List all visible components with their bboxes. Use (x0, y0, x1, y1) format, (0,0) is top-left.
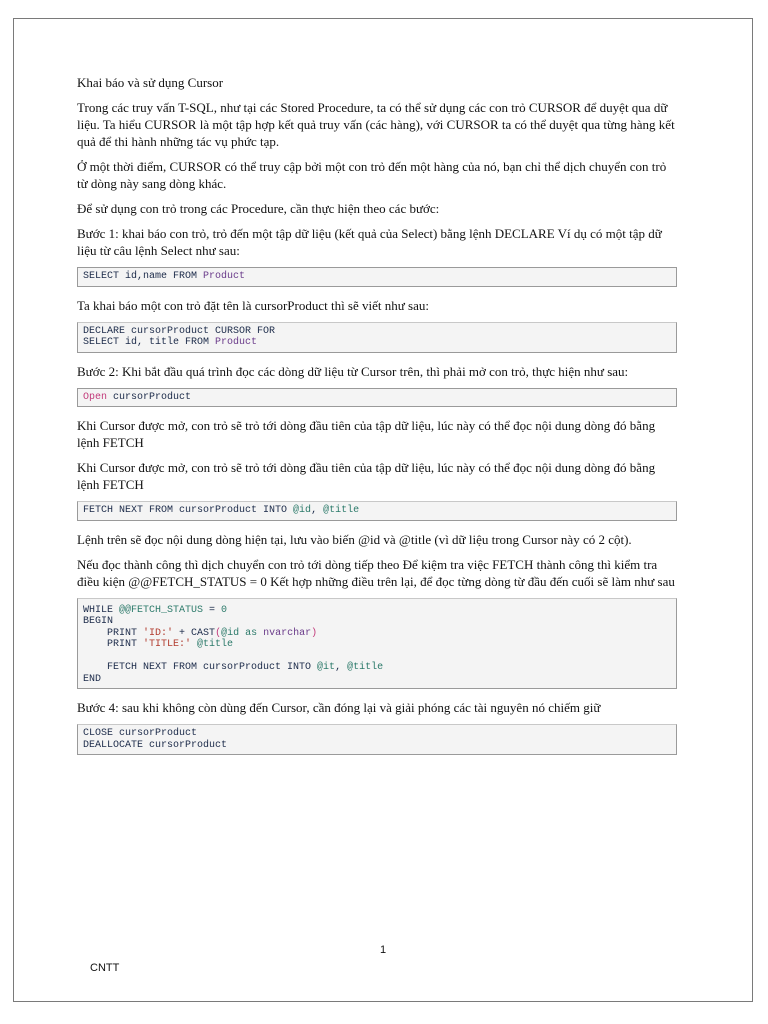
code-text: PRINT (83, 639, 144, 650)
code-text: END (83, 673, 102, 685)
paragraph-step2: Bước 2: Khi bắt đầu quá trình đọc các dòng dữ liệu từ Cursor trên, thì phải mở con trỏ, thực hiện như sau: (77, 363, 629, 379)
code-variable: @id (293, 505, 312, 516)
code-text: SELECT id,name FROM (83, 271, 204, 282)
code-variable: @title (197, 639, 234, 650)
paragraph-step1: Bước 1: khai báo con trỏ, trỏ đến một tập dữ liệu (kết quả của Select) bằng lệnh DECLARE Ví dụ có một tập dữ liệu từ câu lệnh Select như sau: (77, 226, 662, 258)
code-variable: @title (347, 662, 384, 673)
document-content (77, 74, 677, 765)
paragraph-fetch-1: Khi Cursor được mở, con trỏ sẽ trỏ tới dòng đầu tiên của tập dữ liệu, lúc này có thể đọc nội dung dòng đó bằng lệnh FETCH (77, 418, 656, 450)
code-keyword: Open (83, 391, 108, 403)
code-type: nvarchar (263, 627, 312, 639)
document-title: Khai báo và sử dụng Cursor (77, 75, 224, 90)
code-number: 0 (221, 604, 228, 616)
code-block-while (77, 598, 677, 690)
paragraph-fetch-2: Khi Cursor được mở, con trỏ sẽ trỏ tới dòng đầu tiên của tập dữ liệu, lúc này có thể đọc nội dung dòng đó bằng lệnh FETCH (77, 460, 656, 492)
code-block-select (77, 267, 677, 287)
code-text: FETCH NEXT FROM cursorProduct INTO (83, 505, 294, 516)
code-line: CLOSE cursorProduct (83, 728, 198, 739)
code-variable: @@FETCH_STATUS (119, 604, 204, 616)
code-block-close (77, 724, 677, 755)
code-text: = (203, 604, 222, 616)
code-function: CAST (191, 627, 216, 639)
code-table: Product (215, 337, 258, 348)
code-paren: ) (311, 627, 318, 639)
code-text: as (239, 627, 264, 639)
code-block-declare (77, 322, 677, 353)
code-line: DEALLOCATE cursorProduct (83, 739, 228, 751)
code-text: cursorProduct (107, 391, 192, 403)
code-string: 'TITLE:' (143, 639, 192, 650)
paragraph-fetch-result: Lệnh trên sẽ đọc nội dung dòng hiện tại, lưu vào biến @id và @title (vì dữ liệu trong Cursor này có 2 cột). (77, 531, 632, 547)
code-table: Product (203, 271, 246, 282)
code-text: , (335, 662, 348, 673)
code-text: SELECT id, title FROM (83, 337, 216, 348)
paragraph-intro: Trong các truy vấn T-SQL, như tại các Stored Procedure, ta có thể sử dụng các con trỏ CURSOR để duyệt qua dữ liệu. Ta hiểu CURSOR là một tập hợp kết quả truy vấn (các hàng), với CURSOR ta có thể duyệt qua từng hàng kết quả để thi hành những tác vụ phức tạp. (77, 100, 675, 149)
paragraph-steps: Để sử dụng con trỏ trong các Procedure, cần thực hiện theo các bước: (77, 201, 440, 216)
footer-text: CNTT (90, 962, 120, 974)
paragraph-step4: Bước 4: sau khi không còn dùng đến Cursor, cần đóng lại và giải phóng các tài nguyên nó chiếm giữ (77, 700, 601, 715)
code-text: WHILE (83, 604, 120, 616)
code-string: 'ID:' (143, 627, 174, 639)
code-block-open (77, 388, 677, 408)
code-text: BEGIN (83, 616, 114, 627)
paragraph-fetch-status: Nếu đọc thành công thì dịch chuyển con trỏ tới dòng tiếp theo Để kiệm tra việc FETCH thành công thì kiểm tra điều kiện @@FETCH_STATUS = 0 Kết hợp những điều trên lại, để đọc từng dòng từ đầu đến cuối sẽ làm như sau (77, 556, 675, 589)
code-line: DECLARE cursorProduct CURSOR FOR (83, 325, 276, 337)
code-variable: @title (323, 505, 360, 516)
code-text: PRINT (83, 627, 144, 639)
paragraph-cursor-position: Ở một thời điểm, CURSOR có thể truy cập bởi một con trỏ đến một hàng của nó, bạn chỉ thể dịch chuyển con trỏ từ dòng này sang dòng khác. (77, 159, 667, 191)
code-variable: @id (221, 627, 240, 639)
code-variable: @it (317, 662, 336, 673)
page-number: 1 (380, 944, 387, 956)
code-text: + (173, 627, 192, 639)
paragraph-declare: Ta khai báo một con trỏ đặt tên là cursorProduct thì sẽ viết như sau: (77, 297, 429, 313)
code-paren: ( (215, 627, 222, 639)
code-text: , (311, 505, 324, 516)
code-block-fetch (77, 501, 677, 521)
code-text: FETCH NEXT FROM cursorProduct INTO (83, 662, 318, 673)
